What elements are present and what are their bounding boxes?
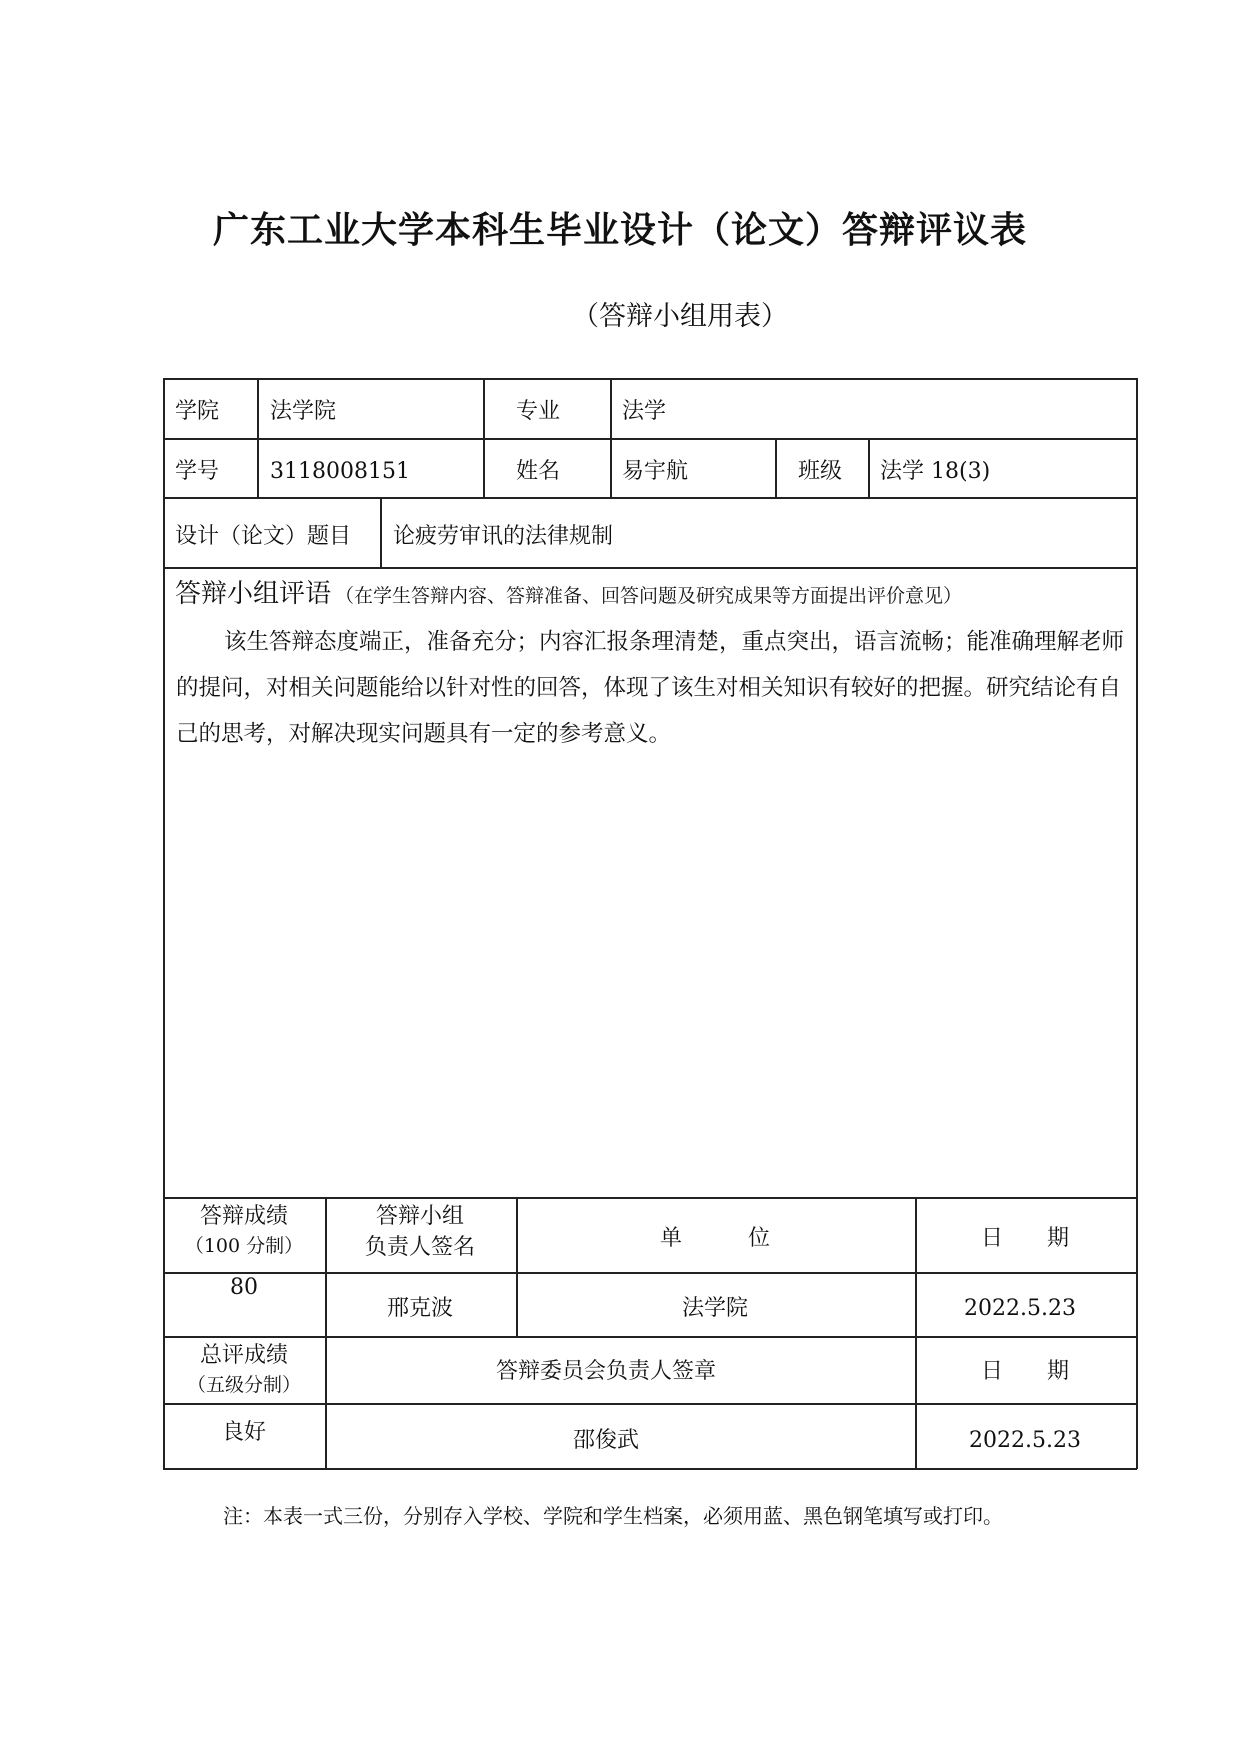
- leader-sign-label: 负责人签名: [364, 1235, 476, 1260]
- comment-body: 该生答辩态度端正，准备充分；内容汇报条理清楚，重点突出，语言流畅；能准确理解老师的提问，对相关问题能给以针对性的回答，体现了该生对相关知识有较好的把握。研究结论有自己的思考，对解决现实问题具有一定的参考意义。: [176, 629, 1125, 747]
- leader-value: 邢克波: [386, 1296, 454, 1321]
- score-label: 答辩成绩: [199, 1204, 289, 1229]
- committee-value: 邵俊武: [572, 1428, 640, 1453]
- date-label: 日 期: [980, 1226, 1070, 1251]
- final-grade-label: 总评成绩: [199, 1343, 289, 1368]
- unit-value: 法学院: [681, 1296, 749, 1321]
- college-label: 学院: [175, 399, 220, 424]
- final-grade-value: 良好: [221, 1420, 267, 1445]
- footnote: 注：本表一式三份，分别存入学校、学院和学生档案，必须用蓝、黑色钢笔填写或打印。: [223, 1504, 1003, 1528]
- score-scale-label: （100 分制）: [184, 1235, 304, 1257]
- name-value: 易宇航: [622, 459, 689, 484]
- unit-label: 单 位: [659, 1226, 771, 1251]
- class-value: 法学 18(3): [880, 459, 991, 484]
- date-value: 2022.5.23: [964, 1296, 1076, 1321]
- final-date-label: 日 期: [980, 1359, 1070, 1384]
- topic-label: 设计（论文）题目: [175, 524, 352, 549]
- student-id-value: 3118008151: [270, 459, 410, 484]
- comment-heading: 答辩小组评语: [175, 579, 332, 609]
- leader-label: 答辩小组: [375, 1204, 465, 1229]
- committee-label: 答辩委员会负责人签章: [495, 1359, 717, 1384]
- comment-hint: （在学生答辩内容、答辩准备、回答问题及研究成果等方面提出评价意见）: [335, 585, 963, 607]
- score-value: 80: [230, 1275, 258, 1300]
- major-label: 专业: [516, 399, 561, 424]
- class-label: 班级: [798, 459, 843, 484]
- form-subtitle: （答辩小组用表）: [572, 301, 788, 332]
- form-title: 广东工业大学本科生毕业设计（论文）答辩评议表: [212, 209, 1028, 251]
- major-value: 法学: [622, 399, 667, 424]
- college-value: 法学院: [270, 399, 337, 424]
- final-grade-scale-label: （五级分制）: [186, 1374, 302, 1396]
- topic-value: 论疲劳审讯的法律规制: [393, 524, 614, 549]
- final-date-value: 2022.5.23: [969, 1428, 1081, 1453]
- student-id-label: 学号: [175, 459, 220, 484]
- name-label: 姓名: [516, 459, 561, 484]
